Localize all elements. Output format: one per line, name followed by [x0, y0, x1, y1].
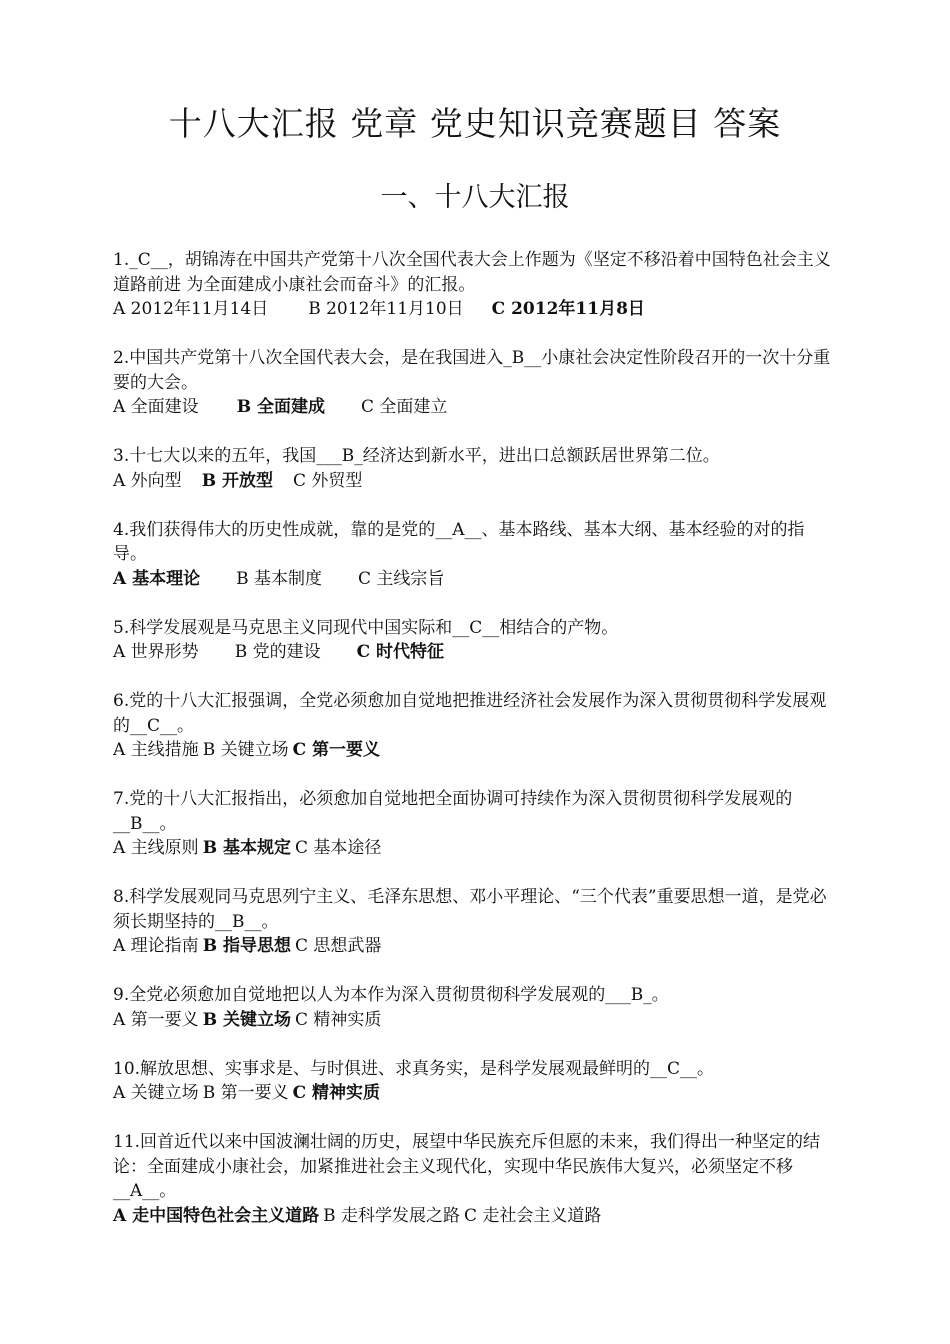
answer-option: B 基本制度: [236, 568, 323, 589]
question-text: 2.中国共产党第十八次全国代表大会，是在我国进入_B__小康社会决定性阶段召开的一次十分重要的大会。: [113, 348, 831, 393]
question-text: 3.十七大以来的五年，我国___B_经济达到新水平，进出口总额跃居世界第二位。: [113, 446, 720, 466]
answer-option: A 关键立场: [113, 1083, 199, 1103]
question-text: 4.我们获得伟大的历史性成就，靠的是党的__A__、基本路线、基本大纲、基本经验的对的指导。: [113, 519, 805, 564]
answer-options: [113, 395, 833, 420]
answer-option: B 第一要义: [202, 1083, 289, 1103]
answer-options: [113, 1008, 833, 1033]
answer-options: [113, 297, 833, 322]
answer-option-correct: C 时代特征: [356, 642, 445, 662]
document-title: 十八大汇报 党章 党史知识竞赛题目 答案: [168, 104, 782, 143]
question-item: [113, 787, 833, 861]
question-text: 10.解放思想、实事求是、与时俱进、求真务实，是科学发展观最鲜明的__C__。: [113, 1058, 715, 1079]
question-text: 9.全党必须愈加自觉地把以人为本作为深入贯彻贯彻科学发展观的___B_。: [113, 985, 669, 1005]
question-item: [113, 346, 833, 420]
question-item: [113, 444, 833, 493]
answer-option-correct: A 基本理论: [113, 568, 201, 589]
answer-option: C 基本途径: [294, 838, 382, 858]
answer-options: [113, 934, 833, 959]
answer-option: C 全面建立: [360, 397, 448, 417]
answer-option: A 全面建设: [113, 397, 199, 417]
answer-options: [113, 738, 833, 763]
answer-option: B 党的建设: [234, 642, 321, 662]
answer-option: C 主线宗旨: [358, 568, 445, 589]
answer-options: [113, 1204, 833, 1229]
answer-option: A 2012年11月14日: [113, 299, 269, 319]
question-text: 6.党的十八大汇报强调，全党必须愈加自觉地把推进经济社会发展作为深入贯彻贯彻科学发展观的__C__。: [113, 691, 827, 736]
question-list: [113, 248, 833, 1253]
answer-option-correct: B 开放型: [201, 470, 273, 491]
answer-option-correct: A 走中国特色社会主义道路: [113, 1205, 320, 1226]
answer-option-correct: C 精神实质: [292, 1083, 381, 1103]
answer-option: C 思想武器: [294, 936, 382, 956]
answer-option: A 世界形势: [113, 642, 199, 662]
answer-option-correct: B 基本规定: [202, 838, 291, 858]
answer-options: [113, 640, 833, 665]
answer-option: A 理论指南: [113, 936, 199, 956]
answer-option: A 外向型: [113, 470, 182, 491]
question-text: 8.科学发展观同马克思列宁主义、毛泽东思想、邓小平理论、“三个代表”重要思想一道，是党必须长期坚持的__B__。: [113, 887, 827, 932]
question-item: [113, 1130, 833, 1228]
answer-options: [113, 1081, 833, 1106]
answer-options: [113, 836, 833, 861]
question-item: [113, 616, 833, 665]
question-item: [113, 689, 833, 763]
question-item: [113, 248, 833, 322]
answer-option-correct: B 关键立场: [202, 1009, 291, 1030]
answer-option-correct: B 指导思想: [202, 936, 291, 956]
answer-option: A 第一要义: [113, 1009, 199, 1030]
section-title: 一、十八大汇报: [380, 182, 570, 213]
answer-option-correct: B 全面建成: [236, 397, 325, 417]
question-item: [113, 518, 833, 592]
question-text: 1._C__，胡锦涛在中国共产党第十八次全国代表大会上作题为《坚定不移沿着中国特色社会主义道路前进 为全面建成小康社会而奋斗》的汇报。: [113, 250, 831, 295]
question-text: 5.科学发展观是马克思主义同现代中国实际和__C__相结合的产物。: [113, 617, 619, 638]
answer-option: C 精神实质: [294, 1009, 382, 1030]
question-item: [113, 885, 833, 959]
answer-options: [113, 469, 833, 494]
answer-option: B 关键立场: [202, 740, 289, 760]
question-item: [113, 1057, 833, 1106]
question-text: 11.回首近代以来中国波澜壮阔的历史，展望中华民族充斥但愿的未来，我们得出一种坚定的结论：全面建成小康社会，加紧推进社会主义现代化，实现中华民族伟大复兴，必须坚定不移__A__。: [113, 1132, 821, 1201]
answer-option-correct: C 第一要义: [292, 740, 381, 760]
answer-option: A 主线措施: [113, 740, 199, 760]
answer-option: A 主线原则: [113, 838, 199, 858]
question-text: 7.党的十八大汇报指出，必须愈加自觉地把全面协调可持续作为深入贯彻贯彻科学发展观的__B__。: [113, 789, 793, 834]
answer-option: C 外贸型: [292, 470, 363, 491]
answer-options: [113, 567, 833, 592]
answer-option: C 走社会主义道路: [464, 1205, 602, 1226]
answer-option: B 走科学发展之路: [323, 1205, 461, 1226]
question-item: [113, 983, 833, 1032]
answer-option-correct: C 2012年11月8日: [491, 299, 645, 319]
answer-option: B 2012年11月10日: [308, 299, 464, 319]
